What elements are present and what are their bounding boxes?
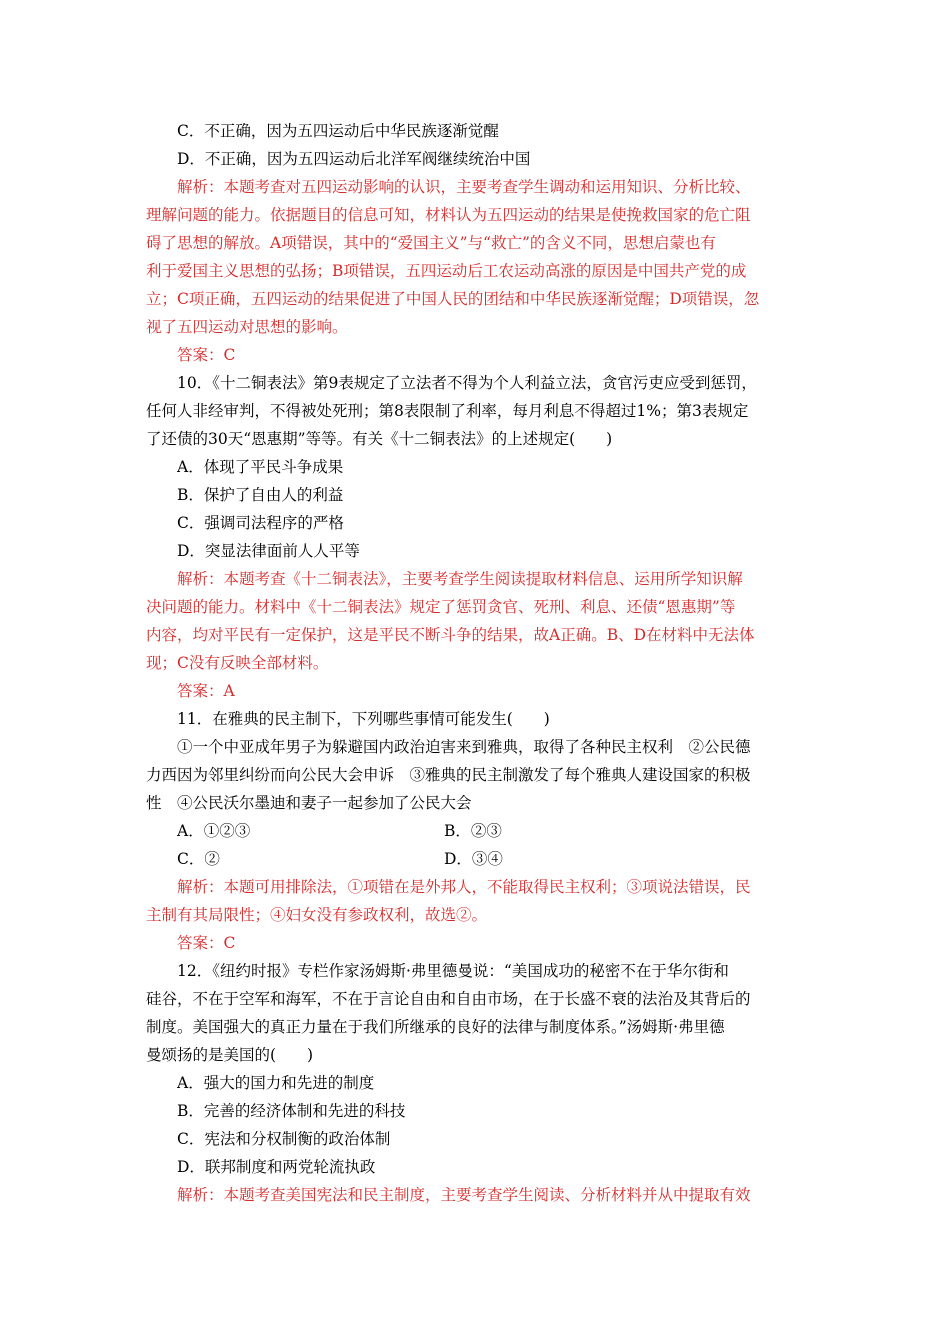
question-text-line: 任何人非经审判，不得被处死刑；第8表限制了利率，每月利息不得超过1%；第3表规定 xyxy=(146,402,749,420)
question-text-line: C．强调司法程序的严格 xyxy=(177,514,344,532)
analysis-text-line: 答案：A xyxy=(177,682,235,700)
analysis-text-line: 答案：C xyxy=(177,346,236,364)
analysis-text-line: 现；C没有反映全部材料。 xyxy=(146,654,329,672)
question-text-line: 曼颂扬的是美国的( ) xyxy=(146,1046,314,1064)
question-text-line: D．联邦制度和两党轮流执政 xyxy=(177,1158,376,1176)
analysis-text-line: 解析：本题可用排除法，①项错在是外邦人，不能取得民主权利；③项说法错误，民 xyxy=(177,878,751,896)
question-text-line: D．突显法律面前人人平等 xyxy=(177,542,360,560)
analysis-text-line: 理解问题的能力。依据题目的信息可知，材料认为五四运动的结果是使挽救国家的危亡阻 xyxy=(146,206,751,224)
analysis-text-line: 解析：本题考查《十二铜表法》，主要考查学生阅读提取材料信息、运用所学知识解 xyxy=(177,570,743,588)
analysis-text-line: 答案：C xyxy=(177,934,236,952)
question-text-line: B．完善的经济体制和先进的科技 xyxy=(177,1102,406,1120)
analysis-text-line: 利于爱国主义思想的弘扬；B项错误，五四运动后工农运动高涨的原因是中国共产党的成 xyxy=(146,262,747,280)
analysis-text-line: 内容，均对平民有一定保护，这是平民不断斗争的结果，故A正确。B、D在材料中无法体 xyxy=(146,626,755,644)
question-text-line: D．不正确，因为五四运动后北洋军阀继续统治中国 xyxy=(177,150,531,168)
question-text-line: C．宪法和分权制衡的政治体制 xyxy=(177,1130,391,1148)
analysis-text-line: 视了五四运动对思想的影响。 xyxy=(146,318,348,336)
analysis-text-line: 解析：本题考查对五四运动影响的认识，主要考查学生调动和运用知识、分析比较、 xyxy=(177,178,751,196)
question-text-line: A．体现了平民斗争成果 xyxy=(177,458,344,476)
analysis-text-line: 碍了思想的解放。A项错误，其中的“爱国主义”与“救亡”的含义不同，思想启蒙也有 xyxy=(146,234,716,252)
option-right: D．③④ xyxy=(444,850,503,868)
option-left: C．② xyxy=(177,850,220,868)
analysis-text-line: 决问题的能力。材料中《十二铜表法》规定了惩罚贪官、死刑、利息、还债“恩惠期”等 xyxy=(146,598,736,616)
question-text-line: ①一个中亚成年男子为躲避国内政治迫害来到雅典，取得了各种民主权利 ②公民德 xyxy=(177,738,751,756)
question-text-line: B．保护了自由人的利益 xyxy=(177,486,344,504)
question-text-line: A．强大的国力和先进的制度 xyxy=(177,1074,375,1092)
option-row xyxy=(177,848,811,870)
option-left: A．①②③ xyxy=(177,822,251,840)
question-text-line: 了还债的30天“恩惠期”等等。有关《十二铜表法》的上述规定( ) xyxy=(146,430,613,448)
analysis-text-line: 主制有其局限性；④妇女没有参政权利，故选②。 xyxy=(146,906,488,924)
analysis-text-line: 解析：本题考查美国宪法和民主制度，主要考查学生阅读、分析材料并从中提取有效 xyxy=(177,1186,751,1204)
question-text-line: 12．《纽约时报》专栏作家汤姆斯·弗里德曼说：“美国成功的秘密不在于华尔街和 xyxy=(177,962,729,980)
analysis-text-line: 立；C项正确，五四运动的结果促进了中国人民的团结和中华民族逐渐觉醒；D项错误，忽 xyxy=(146,290,760,308)
question-text-line: 10．《十二铜表法》第9表规定了立法者不得为个人利益立法，贪官污吏应受到惩罚， xyxy=(177,374,757,392)
option-right: B．②③ xyxy=(444,822,502,840)
question-text-line: 硅谷，不在于空军和海军，不在于言论自由和自由市场，在于长盛不衰的法治及其背后的 xyxy=(146,990,751,1008)
question-text-line: 11．在雅典的民主制下，下列哪些事情可能发生( ) xyxy=(177,710,550,728)
question-text-line: C．不正确，因为五四运动后中华民族逐渐觉醒 xyxy=(177,122,499,140)
question-text-line: 制度。美国强大的真正力量在于我们所继承的良好的法律与制度体系。”汤姆斯·弗里德 xyxy=(146,1018,725,1036)
question-text-line: 性 ④公民沃尔墨迪和妻子一起参加了公民大会 xyxy=(146,794,472,812)
option-row xyxy=(177,820,811,842)
question-text-line: 力西因为邻里纠纷而向公民大会申诉 ③雅典的民主制激发了每个雅典人建设国家的积极 xyxy=(146,766,751,784)
